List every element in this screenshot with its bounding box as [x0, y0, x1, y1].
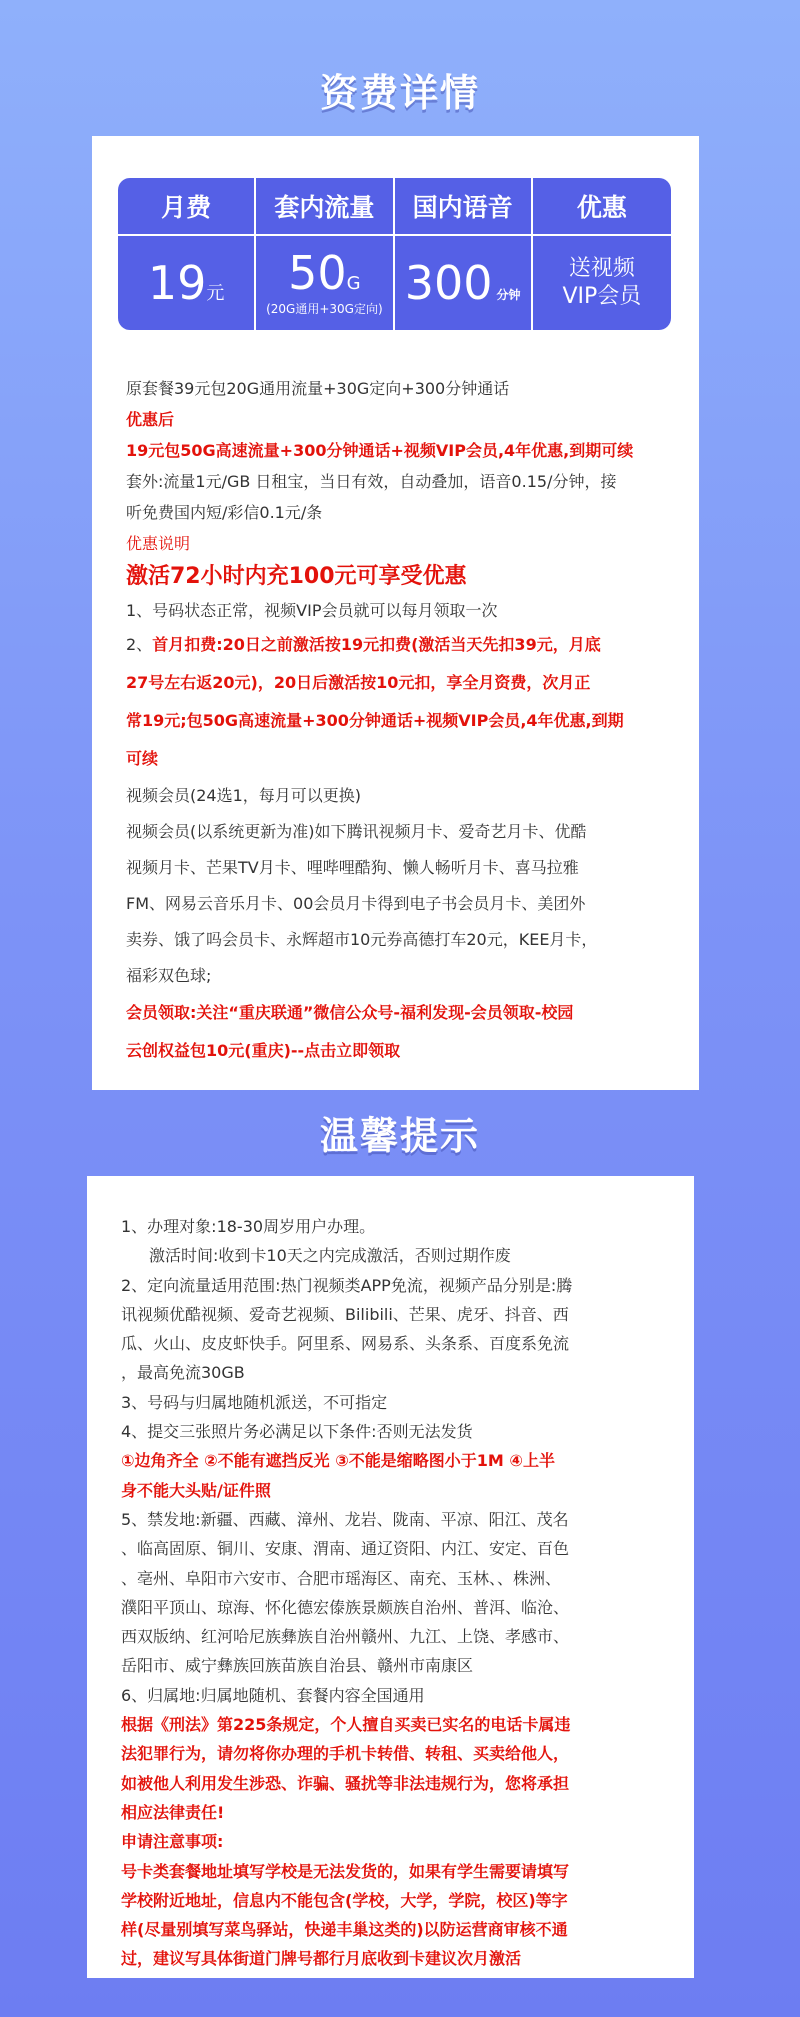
note-2-line-2: 27号左右返20元)，20日后激活按10元扣，享全月资费，次月正	[126, 673, 591, 692]
tip-2-line-2: 讯视频优酷视频、爱奇艺视频、Bilibili、芒果、虎牙、抖音、西	[121, 1304, 569, 1324]
promo-headline: 激活72小时内充100元可享受优惠	[126, 564, 467, 589]
header-voice: 国内语音	[395, 178, 533, 236]
section-title-tips: 温馨提示	[319, 1114, 480, 1158]
tip-4-red-1: ①边角齐全 ②不能有遮挡反光 ③不能是缩略图小于1M ④上半	[121, 1451, 555, 1471]
tip-5-line-1: 5、禁发地:新疆、西藏、漳州、龙岩、陇南、平凉、阳江、茂名	[121, 1509, 569, 1529]
data-note: (20G通用+30G定向)	[266, 301, 383, 316]
tips-text	[121, 1212, 666, 1974]
claim-line-1: 会员领取:关注“重庆联通”微信公众号-福利发现-会员领取-校园	[126, 1003, 574, 1022]
tip-2-line-3: 瓜、火山、皮皮虾快手。阿里系、网易系、头条系、百度系免流	[121, 1334, 570, 1354]
apply-line-2: 学校附近地址，信息内不能包含(学校，大学，学院，校区)等字	[121, 1890, 568, 1910]
monthly-fee-unit: 元	[206, 283, 225, 304]
voice-cell	[395, 236, 533, 330]
header-data: 套内流量	[256, 178, 394, 236]
note-2-prefix: 2、	[126, 635, 153, 654]
claim-line-2: 云创权益包10元(重庆)--点击立即领取	[126, 1041, 401, 1060]
tips-card	[87, 1176, 694, 1978]
law-line-1: 根据《刑法》第225条规定，个人擅自买卖已实名的电话卡属违	[121, 1715, 571, 1735]
overage-line-1: 套外:流量1元/GB 日租宝，当日有效，自动叠加，语音0.15/分钟，接	[126, 472, 617, 491]
tip-5-line-6: 岳阳市、威宁彝族回族苗族自治县、赣州市南康区	[121, 1656, 474, 1676]
tip-1-activation: 激活时间:收到卡10天之内完成激活，否则过期作废	[149, 1246, 511, 1266]
tip-2-line-4: ，最高免流30GB	[121, 1363, 245, 1383]
tip-5-line-5: 西双版纳、红河哈尼族彝族自治州赣州、九江、上饶、孝感市、	[121, 1627, 570, 1647]
vip-line-4: FM、网易云音乐月卡、00会员月卡得到电子书会员月卡、美团外	[126, 894, 586, 913]
tariff-details	[126, 373, 671, 1070]
tariff-card	[92, 136, 699, 1090]
data-value: 50	[288, 245, 347, 300]
law-line-2: 法犯罪行为，请勿将你办理的手机卡转借、转租、买卖给他人，	[121, 1744, 570, 1764]
perk-line1: 送视频	[568, 256, 635, 281]
tip-4-red-2: 身不能大头贴/证件照	[121, 1480, 271, 1500]
vip-line-2: 视频会员(以系统更新为准)如下腾讯视频月卡、爱奇艺月卡、优酷	[126, 822, 587, 841]
after-label: 优惠后	[126, 410, 175, 429]
tip-5-line-4: 濮阳平顶山、琼海、怀化德宏傣族景颇族自治州、普洱、临沧、	[121, 1597, 570, 1617]
tip-5-line-3: 、亳州、阜阳市六安市、合肥市瑶海区、南充、玉林、、株洲、	[121, 1568, 562, 1588]
perk-cell	[533, 236, 671, 330]
tip-5-line-2: 、临高固原、铜川、安康、渭南、通辽资阳、内江、安定、百色	[121, 1539, 570, 1559]
apply-line-1: 号卡类套餐地址填写学校是无法发货的，如果有学生需要请填写	[121, 1861, 570, 1881]
after-text: 19元包50G高速流量+300分钟通话+视频VIP会员,4年优惠,到期可续	[126, 441, 634, 460]
monthly-fee-cell	[118, 236, 256, 330]
section-title-tariff: 资费详情	[319, 71, 480, 115]
note-1: 1、号码状态正常，视频VIP会员就可以每月领取一次	[126, 601, 498, 620]
tip-3: 3、号码与归属地随机派送，不可指定	[121, 1392, 388, 1412]
law-line-3: 如被他人利用发生涉恐、诈骗、骚扰等非法违规行为，您将承担	[121, 1773, 570, 1793]
tip-4: 4、提交三张照片务必满足以下条件:否则无法发货	[121, 1422, 473, 1442]
voice-unit: 分钟	[496, 288, 521, 302]
note-2-line-4: 可续	[126, 749, 159, 768]
vip-line-1: 视频会员(24选1，每月可以更换)	[126, 786, 362, 805]
voice-value: 300	[404, 256, 493, 310]
apply-line-4: 过，建议写具体街道门牌号都行月底收到卡建议次月激活	[121, 1949, 522, 1969]
pricing-table	[118, 178, 671, 330]
tip-1: 1、办理对象:18-30周岁用户办理。	[121, 1217, 376, 1236]
original-plan: 原套餐39元包20G通用流量+30G定向+300分钟通话	[126, 379, 510, 398]
note-2-line-1	[126, 626, 671, 664]
vip-line-5: 卖券、饿了吗会员卡、永辉超市10元券高德打车20元，KEE月卡，	[126, 930, 598, 949]
vip-line-3: 视频月卡、芒果TV月卡、哩哔哩酷狗、懒人畅听月卡、喜马拉雅	[126, 858, 579, 877]
monthly-fee-value: 19	[147, 256, 207, 310]
note-2-text-1: 首月扣费:20日之前激活按19元扣费(激活当天先扣39元，月底	[152, 635, 601, 654]
vip-line-6: 福彩双色球;	[126, 966, 212, 985]
header-perk: 优惠	[533, 178, 671, 236]
promo-label: 优惠说明	[126, 534, 191, 553]
tip-2-line-1: 2、定向流量适用范围:热门视频类APP免流，视频产品分别是:腾	[121, 1275, 573, 1295]
perk-line2: VIP会员	[562, 284, 642, 309]
header-monthly-fee: 月费	[118, 178, 256, 236]
tip-6: 6、归属地:归属地随机、套餐内容全国通用	[121, 1685, 425, 1705]
note-2-line-3: 常19元;包50G高速流量+300分钟通话+视频VIP会员,4年优惠,到期	[126, 711, 624, 730]
data-cell	[256, 236, 394, 330]
data-unit: G	[346, 272, 361, 294]
apply-line-3: 样(尽量别填写菜鸟驿站，快递丰巢这类的)以防运营商审核不通	[121, 1920, 568, 1940]
apply-label: 申请注意事项:	[121, 1832, 224, 1852]
law-line-4: 相应法律责任!	[121, 1802, 225, 1822]
overage-line-2: 听免费国内短/彩信0.1元/条	[126, 503, 323, 522]
